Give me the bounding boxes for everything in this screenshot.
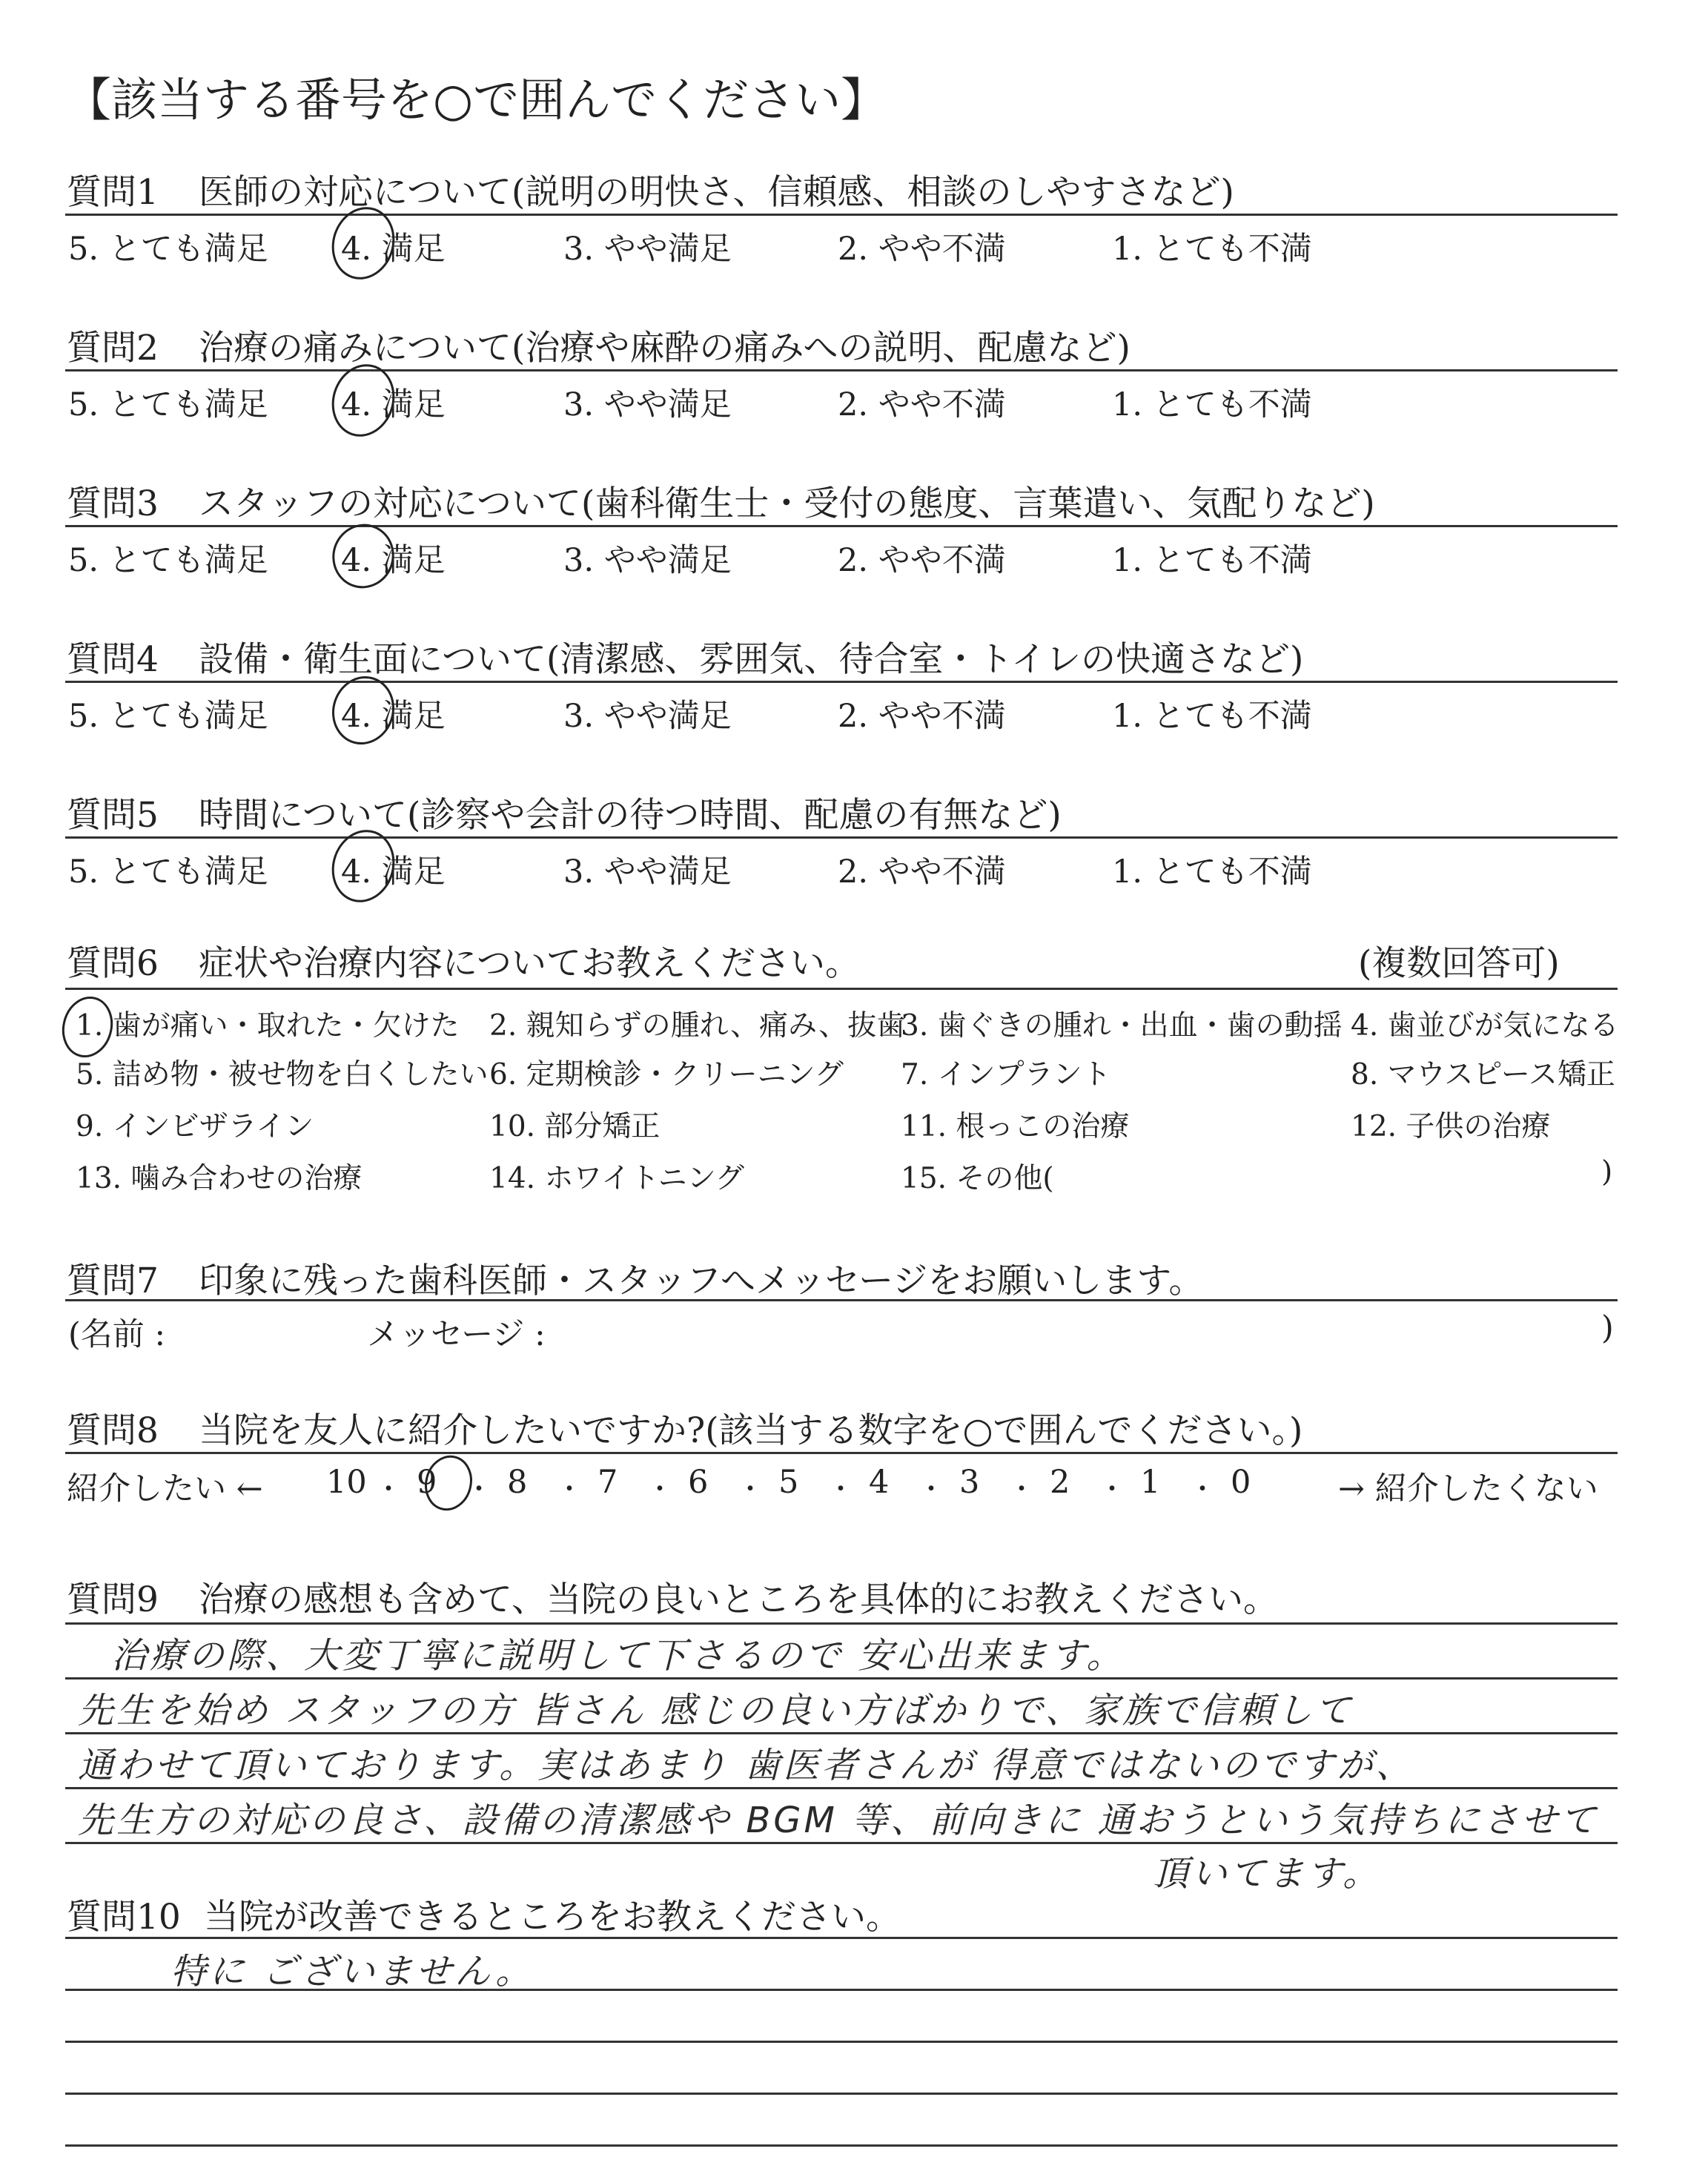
q9-text: 治療の感想も含めて、当院の良いところを具体的にお教えください。 bbox=[199, 1579, 1279, 1620]
rating-option: 3. やや満足 bbox=[563, 231, 732, 268]
q6-option: 4. 歯並びが気になる bbox=[1351, 1009, 1619, 1043]
question-text: 医師の対応について(説明の明快さ、信頼感、相談のしやすさなど) bbox=[199, 172, 1234, 213]
rating-option: 5. とても満足 bbox=[68, 853, 268, 891]
question-text: 治療の痛みについて(治療や麻酔の痛みへの説明、配慮など) bbox=[199, 328, 1131, 369]
q7-message-label: メッセージ : bbox=[367, 1316, 546, 1353]
rating-option: 5. とても満足 bbox=[68, 542, 268, 579]
rating-option: 5. とても満足 bbox=[68, 231, 268, 268]
question-label: 質問5 bbox=[67, 795, 159, 836]
q6-option: 7. インプラント bbox=[901, 1058, 1111, 1091]
rating-option: 5. とても満足 bbox=[68, 698, 268, 735]
q10-text: 当院が改善できるところをお教えください。 bbox=[204, 1897, 901, 1938]
q6-option: 1. 歯が痛い・取れた・欠けた bbox=[76, 1009, 460, 1043]
q6-note: (複数回答可) bbox=[1358, 943, 1560, 984]
q7-text: 印象に残った歯科医師・スタッフへメッセージをお願いします。 bbox=[199, 1261, 1204, 1301]
q9-answer-line: 先生方の対応の良さ、設備の清潔感や BGM 等、前向きに 通おうという気持ちにさせて bbox=[78, 1800, 1599, 1841]
question-label: 質問2 bbox=[67, 328, 159, 369]
q7-close-paren: ) bbox=[1601, 1309, 1614, 1347]
q9-label: 質問9 bbox=[67, 1579, 159, 1620]
q10-rule-5 bbox=[65, 2144, 1618, 2147]
q7-rule bbox=[65, 1299, 1618, 1301]
rating-option: 1. とても不満 bbox=[1112, 698, 1312, 735]
rating-option: 2. やや不満 bbox=[838, 386, 1006, 423]
q8-scale-number: 1 bbox=[1140, 1464, 1161, 1501]
q8-separator: ・ bbox=[375, 1474, 403, 1505]
q8-separator: ・ bbox=[646, 1474, 674, 1505]
q8-separator: ・ bbox=[1008, 1474, 1036, 1505]
q6-option: 2. 親知らずの腫れ、痛み、抜歯 bbox=[489, 1009, 906, 1043]
q10-rule-1 bbox=[65, 1937, 1618, 1939]
q8-separator: ・ bbox=[827, 1474, 855, 1505]
q8-separator: ・ bbox=[1099, 1474, 1126, 1505]
question-text: スタッフの対応について(歯科衛生士・受付の態度、言葉遣い、気配りなど) bbox=[199, 483, 1375, 524]
q6-text: 症状や治療内容についてお教えください。 bbox=[199, 943, 861, 984]
q9-rule-1 bbox=[65, 1622, 1618, 1625]
q7-name-label: (名前 : bbox=[68, 1316, 165, 1353]
q9-answer-line: 通わせて頂いております。実はあまり 歯医者さんが 得意ではないのですが、 bbox=[78, 1745, 1414, 1786]
q6-option: 12. 子供の治療 bbox=[1351, 1110, 1551, 1143]
rating-option: 2. やや不満 bbox=[838, 542, 1006, 579]
rating-option: 4. 満足 bbox=[341, 386, 446, 423]
question-rule bbox=[65, 525, 1618, 527]
q8-separator: ・ bbox=[918, 1474, 945, 1505]
rating-option: 4. 満足 bbox=[341, 231, 446, 268]
q6-option: 8. マウスピース矯正 bbox=[1351, 1058, 1615, 1091]
q6-rule bbox=[65, 988, 1618, 990]
q9-answer-line: 治療の際、大変丁寧に説明して下さるので 安心出来ます。 bbox=[111, 1635, 1125, 1677]
q10-rule-4 bbox=[65, 2093, 1618, 2095]
q8-right-label: → 紹介したくない bbox=[1338, 1470, 1598, 1507]
q8-scale-number: 7 bbox=[598, 1464, 618, 1501]
q10-label: 質問10 bbox=[67, 1897, 181, 1938]
q8-scale-number: 4 bbox=[869, 1464, 890, 1501]
page-title: 【該当する番号を○で囲んでください】 bbox=[65, 73, 887, 127]
q8-scale-number: 3 bbox=[959, 1464, 980, 1501]
q8-scale-number: 10 bbox=[326, 1464, 367, 1501]
rating-option: 1. とても不満 bbox=[1112, 386, 1312, 423]
q8-scale-number: 9 bbox=[417, 1464, 437, 1501]
question-label: 質問4 bbox=[67, 639, 159, 680]
q8-text: 当院を友人に紹介したいですか?(該当する数字を○で囲んでください。) bbox=[199, 1410, 1303, 1451]
q8-label: 質問8 bbox=[67, 1410, 159, 1451]
question-rule bbox=[65, 369, 1618, 371]
q6-option: 5. 詰め物・被せ物を白くしたい bbox=[76, 1058, 489, 1091]
rating-option: 3. やや満足 bbox=[563, 542, 732, 579]
rating-option: 1. とても不満 bbox=[1112, 231, 1312, 268]
q6-option: 6. 定期検診・クリーニング bbox=[489, 1058, 844, 1091]
rating-option: 3. やや満足 bbox=[563, 698, 732, 735]
rating-option: 2. やや不満 bbox=[838, 853, 1006, 891]
q6-option: ) bbox=[1601, 1155, 1613, 1189]
rating-option: 3. やや満足 bbox=[563, 386, 732, 423]
q8-rule bbox=[65, 1452, 1618, 1454]
q6-option: 11. 根っこの治療 bbox=[901, 1110, 1130, 1143]
q8-separator: ・ bbox=[737, 1474, 764, 1505]
question-text: 設備・衛生面について(清潔感、雰囲気、待合室・トイレの快適さなど) bbox=[199, 639, 1304, 680]
question-rule bbox=[65, 214, 1618, 216]
rating-option: 4. 満足 bbox=[341, 542, 446, 579]
q10-rule-3 bbox=[65, 2041, 1618, 2043]
q6-option: 3. 歯ぐきの腫れ・出血・歯の動揺 bbox=[901, 1009, 1343, 1043]
q6-option: 13. 噛み合わせの治療 bbox=[76, 1162, 363, 1195]
q6-option: 9. インビザライン bbox=[76, 1110, 314, 1143]
question-text: 時間について(診察や会計の待つ時間、配慮の有無など) bbox=[199, 795, 1062, 836]
question-label: 質問1 bbox=[67, 172, 159, 213]
q6-option: 15. その他( bbox=[901, 1162, 1054, 1195]
rating-option: 2. やや不満 bbox=[838, 231, 1006, 268]
rating-option: 5. とても満足 bbox=[68, 386, 268, 423]
q8-scale-number: 8 bbox=[507, 1464, 528, 1501]
q8-left-label: 紹介したい ← bbox=[67, 1470, 263, 1507]
q7-label: 質問7 bbox=[67, 1261, 159, 1301]
rating-option: 4. 満足 bbox=[341, 698, 446, 735]
q6-option: 14. ホワイトニング bbox=[489, 1162, 744, 1195]
q6-option: 10. 部分矯正 bbox=[489, 1110, 661, 1143]
rating-option: 3. やや満足 bbox=[563, 853, 732, 891]
rating-option: 1. とても不満 bbox=[1112, 542, 1312, 579]
q6-label: 質問6 bbox=[67, 943, 159, 984]
q8-scale-number: 6 bbox=[688, 1464, 709, 1501]
q8-scale-number: 2 bbox=[1050, 1464, 1070, 1501]
question-rule bbox=[65, 836, 1618, 839]
rating-option: 1. とても不満 bbox=[1112, 853, 1312, 891]
rating-option: 4. 満足 bbox=[341, 853, 446, 891]
question-label: 質問3 bbox=[67, 483, 159, 524]
q8-separator: ・ bbox=[466, 1474, 493, 1505]
q8-separator: ・ bbox=[556, 1474, 583, 1505]
q10-answer-line: 特に ございません。 bbox=[171, 1951, 534, 1992]
q8-separator: ・ bbox=[1189, 1474, 1217, 1505]
rating-option: 2. やや不満 bbox=[838, 698, 1006, 735]
q9-answer-line: 頂いてます。 bbox=[1153, 1853, 1382, 1895]
q8-scale-number: 0 bbox=[1231, 1464, 1251, 1501]
question-rule bbox=[65, 681, 1618, 683]
q9-answer-line: 先生を始め スタッフの方 皆さん 感じの良い方ばかりで、家族で信頼して bbox=[78, 1690, 1354, 1731]
q8-scale-number: 5 bbox=[778, 1464, 799, 1501]
